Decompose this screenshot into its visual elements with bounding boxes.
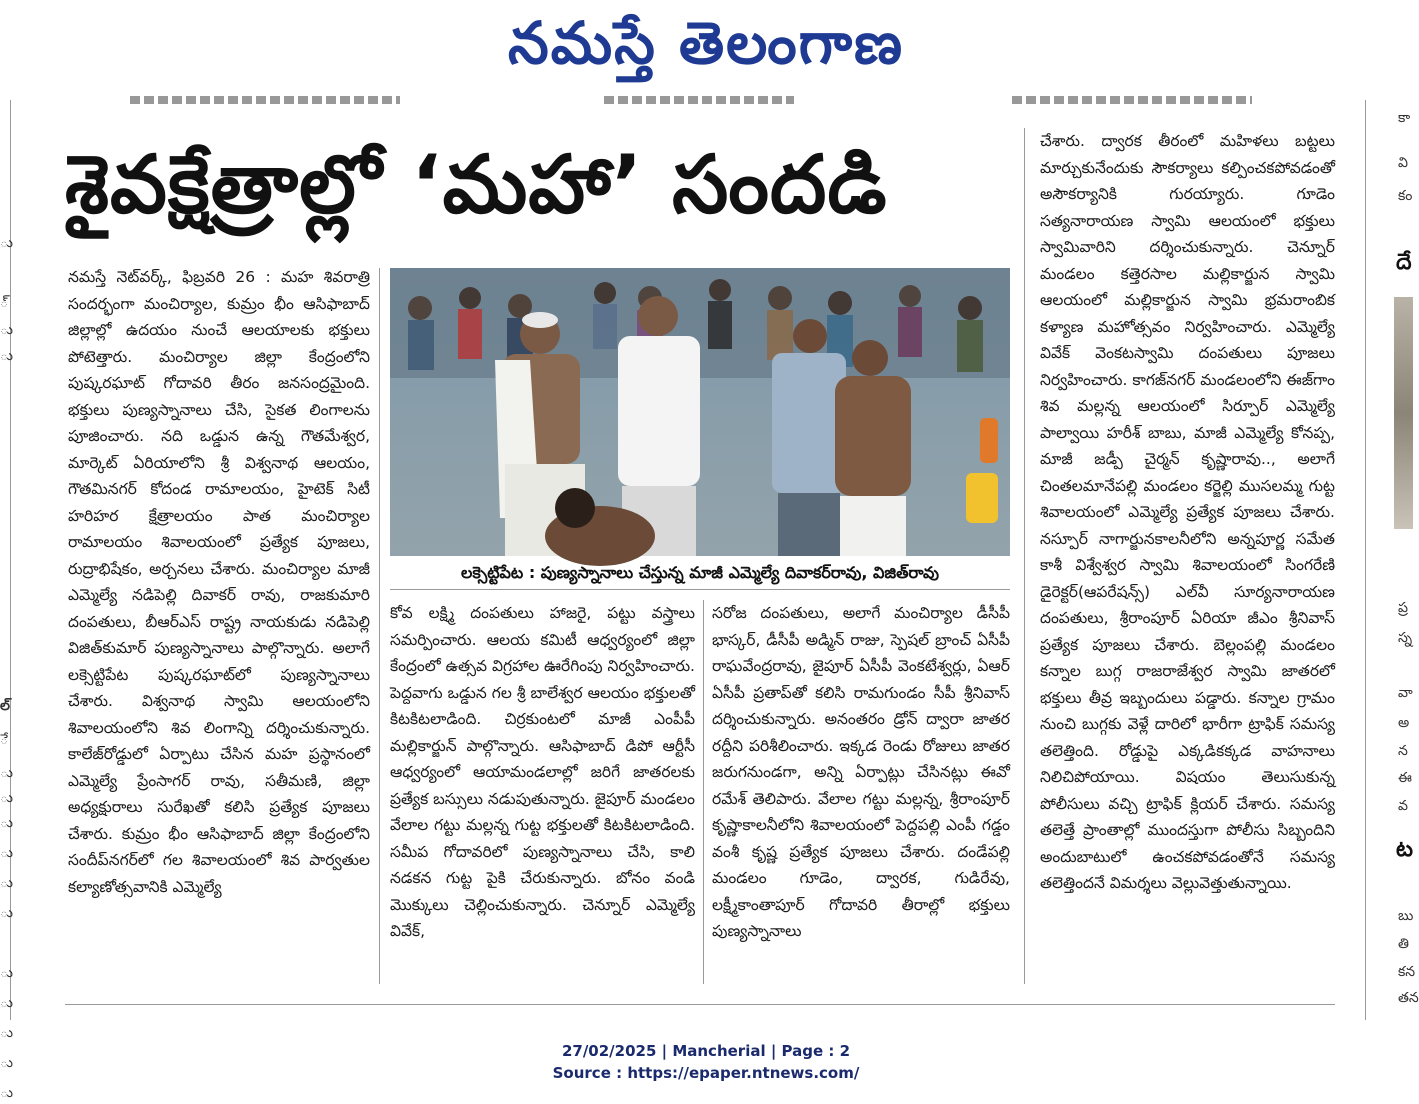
edge-glyph: ు — [0, 322, 13, 338]
edge-glyph: ు — [0, 905, 13, 921]
photo-illustration — [390, 268, 1010, 556]
edge-glyph: వా — [1398, 685, 1413, 701]
top-bar-middle — [604, 96, 794, 104]
edge-glyph: అ — [1398, 715, 1410, 731]
edge-glyph: కం — [1398, 188, 1413, 204]
bottom-rule — [65, 1004, 1335, 1005]
edge-glyph: ల్ — [0, 698, 10, 714]
edge-glyph: న — [1398, 743, 1408, 759]
article-column-3: సరోజ దంపతులు, అలాగే మంచిర్యాల డీసీపీ భాస్కర్‌, డీసీపీ అడ్మిన్‌ రాజు, స్పెషల్‌ బ్రాంచ్‌ ఏసీపీ రాఘవేంద్రరావు, జైపూర్‌ ఏసీపీ వెంకటేశ్వర్లు, ఏఆర్‌ ఏసీపీ ప్రతాప్‌తో కలిసి రామగుండం సీపీ శ్రీనివాస్‌ దర్శించుకున్నారు. అనంతరం డ్రోన్‌ ద్వారా జాతర రద్దీని పరిశీలించారు. ఇక్కడ రెండు రోజులు జాతర జరుగనుండగా, అన్ని ఏర్పాట్లు చేసినట్లు ఈవో రమేశ్‌ తెలిపారు. వేలాల గట్టు మల్లన్న, శ్రీరాంపూర్‌ కృష్ణాకాలనీలోని శివాలయంలో పెద్దపల్లి ఎంపీ గడ్డం వంశీ కృష్ణ ప్రత్యేక పూజలు చేశారు. దండేపల్లి మండలం గూడెం, ద్వారక, గుడిరేవు, లక్ష్మీకాంతాపూర్‌ గోదావరి తీరాల్లో భక్తులు పుణ్యస్నానాలు — [712, 604, 1010, 940]
footer-date-line: 27/02/2025 | Mancherial | Page : 2 — [561, 1042, 851, 1060]
edge-glyph: బు — [1398, 908, 1414, 924]
edge-glyph: ్ — [0, 295, 9, 311]
edge-heading: దే — [1396, 250, 1412, 275]
footer-source-line: Source : https://epaper.ntnews.com/ — [552, 1064, 860, 1082]
right-neighbour-edge — [1365, 100, 1419, 1020]
edge-glyph: కన — [1398, 964, 1416, 980]
edge-heading: ట — [1396, 837, 1413, 862]
edge-glyph: ు — [0, 235, 13, 251]
edge-glyph: ు — [0, 348, 13, 364]
article-column-4: చేశారు. ద్వారక తీరంలో మహిళలు బట్టలు మార్చుకునేందుకు సౌకర్యాలు కల్పించకపోవడంతో అసౌకర్యానికి గురయ్యారు. గూడెం సత్యనారాయణ స్వామి ఆలయంలో భక్తులు స్వామివారిని దర్శించుకున్నారు. చెన్నూర్‌ మండలం కత్తెరసాల మల్లికార్జున స్వామి ఆలయంలో మల్లికార్జున స్వామి భ్రమరాంబిక కళ్యాణ మహోత్సవం నిర్వహించారు. ఎమ్మెల్యే వివేక్‌ వెంకటస్వామి దంపతులు పూజలు నిర్వహించారు. కాగజ్‌నగర్‌ మండలంలోని ఈజ్‌గాం శివ మల్లన్న ఆలయంలో సిర్పూర్‌ ఎమ్మెల్యే పాల్వాయి హరీశ్‌ బాబు, మాజీ ఎమ్మెల్యే కోనప్ప, మాజీ జడ్పీ చైర్మన్‌ కృష్ణారావు.., అలాగే చింతలమానేపల్లి మండలం కర్జెల్లి ముసలమ్మ గుట్ట శివాలయంలో ఎమ్మెల్యే ప్రత్యేక పూజలు చేశారు. నస్పూర్‌ నాగార్జునకాలనీలోని అన్నపూర్ణ సమేత కాశీ విశ్వేశ్వర స్వామి శివాలయంలో సింగరేణి డైరెక్టర్‌(ఆపరేషన్స్‌) ఎల్‌వీ సూర్యనారాయణ దంపతులు, శ్రీరాంపూర్‌ ఏరియా జీఎం శ్రీనివాస్‌ ప్రత్యేక పూజలు చేశారు. బెల్లంపల్లి మండలం కన్నాల బుగ్గ రాజరాజేశ్వర స్వామి జాతరలో భక్తులు తీవ్ర ఇబ్బందులు పడ్డారు. కన్నాల గ్రామం నుంచి బుగ్గకు వెళ్లే దారిలో భారీగా ట్రాఫిక్‌ సమస్య తలెత్తింది. రోడ్డుపై ఎక్కడికక్కడ వాహనాలు నిలిచిపోయాయి. విషయం తెలుసుకున్న పోలీసులు వచ్చి ట్రాఫిక్‌ క్లియర్‌ చేశారు. సమస్య తలెత్తే ప్రాంతాల్లో ముందస్తుగా పోలీసు సిబ్బందిని అందుబాటులో ఉంచకపోవడంతోనే సమస్య తలెత్తిందనే విమర్శలు వెల్లువెత్తుతున్నాయి. — [1040, 132, 1335, 892]
article-headline: శైవక్షేత్రాల్లో ‘మహా’ సందడి — [65, 138, 888, 231]
column-rule — [379, 268, 380, 984]
edge-glyph: వి — [1398, 155, 1408, 171]
column-rule — [703, 600, 704, 984]
edge-glyph: ప్ర — [1398, 600, 1408, 616]
edge-glyph: ు — [0, 1025, 13, 1041]
photo-caption: లక్సెట్టిపేట : పుణ్యస్నానాలు చేస్తున్న మాజీ ఎమ్మెల్యే దివాకర్‌రావు, విజిత్‌రావు — [390, 560, 1010, 590]
column-rule — [1024, 128, 1025, 984]
edge-glyph: వ — [1398, 798, 1408, 814]
article-column-1: నమస్తే నెట్‌వర్క్‌, ఫిబ్రవరి 26 : మహ శివరాత్రి సందర్భంగా మంచిర్యాల, కుమ్రం భీం ఆసిఫాబాద్‌ జిల్లాల్లో ఉదయం నుంచే ఆలయాలకు భక్తులు పోటెత్తారు. మంచిర్యాల జిల్లా కేంద్రంలోని పుష్కరఘాట్‌ గోదావరి తీరం జనసంద్రమైంది. భక్తులు పుణ్యస్నానాలు చేసి, సైకత లింగాలను పూజించారు. నది ఒడ్డున ఉన్న గౌతమేశ్వర, మార్కెట్‌ ఏరియాలోని శ్రీ విశ్వనాథ ఆలయం, గౌతమినగర్‌ కోదండ రామాలయం, హైటెక్‌ సిటీ హరిహర క్షేత్రాలయం పాత మంచిర్యాల రామాలయం శివాలయంలో ప్రత్యేక పూజలు, రుద్రాభిషేకం, అర్చనలు చేశారు. మంచిర్యాల మాజీ ఎమ్మెల్యే నడిపెల్లి దివాకర్‌ రావు, రాజకుమారి దంపతులు, బీఆర్‌ఎస్‌ రాష్ట్ర నాయకుడు నడిపెల్లి విజిత్‌కుమార్‌ పుణ్యస్నానాలు పాల్గొన్నారు. అలాగే లక్సెట్టిపేట పుష్కరఘాట్‌లో పుణ్యస్నానాలు చేశారు. విశ్వనాథ స్వామి ఆలయంలోని శివాలయంలోని శివ లింగాన్ని దర్శించుకున్నారు. కాలేజ్‌రోడ్డులో ఏర్పాటు చేసిన మహ ప్రస్థానంలో ఎమ్మెల్యే ప్రేంసాగర్‌ రావు, సతీమణి, జిల్లా అధ్యక్షురాలు సురేఖతో కలిసి ప్రత్యేక పూజలు చేశారు. కుమ్రం భీం ఆసిఫాబాద్‌ జిల్లా కేంద్రంలోని సందీప్‌నగర్‌లో గల శివాలయంలో శివ పార్వతుల కల్యాణోత్సవానికి ఎమ్మెల్యే — [68, 268, 370, 896]
edge-glyph: ు — [0, 845, 13, 861]
edge-glyph: ు — [0, 765, 13, 781]
edge-glyph: స్న — [1398, 630, 1413, 646]
top-bar-left — [130, 96, 400, 104]
edge-photo-fragment — [1394, 297, 1413, 529]
edge-glyph: ే — [0, 732, 9, 748]
article-photo — [390, 268, 1010, 556]
masthead-title: నమస్తే తెలంగాణ — [508, 9, 904, 77]
edge-glyph: ు — [0, 1085, 13, 1101]
edge-glyph: కా — [1398, 110, 1411, 126]
edge-glyph: ు — [0, 1055, 13, 1071]
edge-glyph: ు — [0, 790, 13, 806]
edge-glyph: ు — [0, 875, 13, 891]
top-bar-right — [1012, 96, 1252, 104]
left-neighbour-edge — [0, 100, 13, 1101]
edge-glyph: ఈ — [1398, 770, 1412, 786]
edge-glyph: ు — [0, 965, 13, 981]
edge-glyph: ు — [0, 815, 13, 831]
edge-glyph: తి — [1398, 936, 1409, 952]
edge-glyph: తన — [1398, 990, 1419, 1006]
edge-glyph: ు — [0, 995, 13, 1011]
page-footer — [0, 1040, 1412, 1084]
article-column-2: కోవ లక్ష్మి దంపతులు హాజరై, పట్టు వస్త్రాలు సమర్పించారు. ఆలయ కమిటీ ఆధ్వర్యంలో జిల్లా కేంద్రంలో ఉత్సవ విగ్రహాల ఊరేగింపు నిర్వహించారు. పెద్దవాగు ఒడ్డున గల శ్రీ బాలేశ్వర ఆలయం భక్తులతో కిటకిటలాడింది. చిర్రకుంటలో మాజీ ఎంపీపీ మల్లికార్జున్‌ పాల్గొన్నారు. ఆసిఫాబాద్‌ డిపో ఆర్టీసీ ఆధ్వర్యంలో ఆయామండలాల్లో జరిగే జాతరలకు ప్రత్యేక బస్సులు నడుపుతున్నారు. జైపూర్‌ మండలం వేలాల గట్టు మల్లన్న గుట్ట భక్తులతో కిటకిటలాడింది. సమీప గోదావరిలో పుణ్యస్నానాలు చేసి, కాలి నడకన గుట్ట పైకి చేరుకున్నారు. బోనం వండి మొక్కులు చెల్లించుకున్నారు. చెన్నూర్‌ ఎమ్మెల్యే వివేక్‌, — [390, 604, 695, 940]
